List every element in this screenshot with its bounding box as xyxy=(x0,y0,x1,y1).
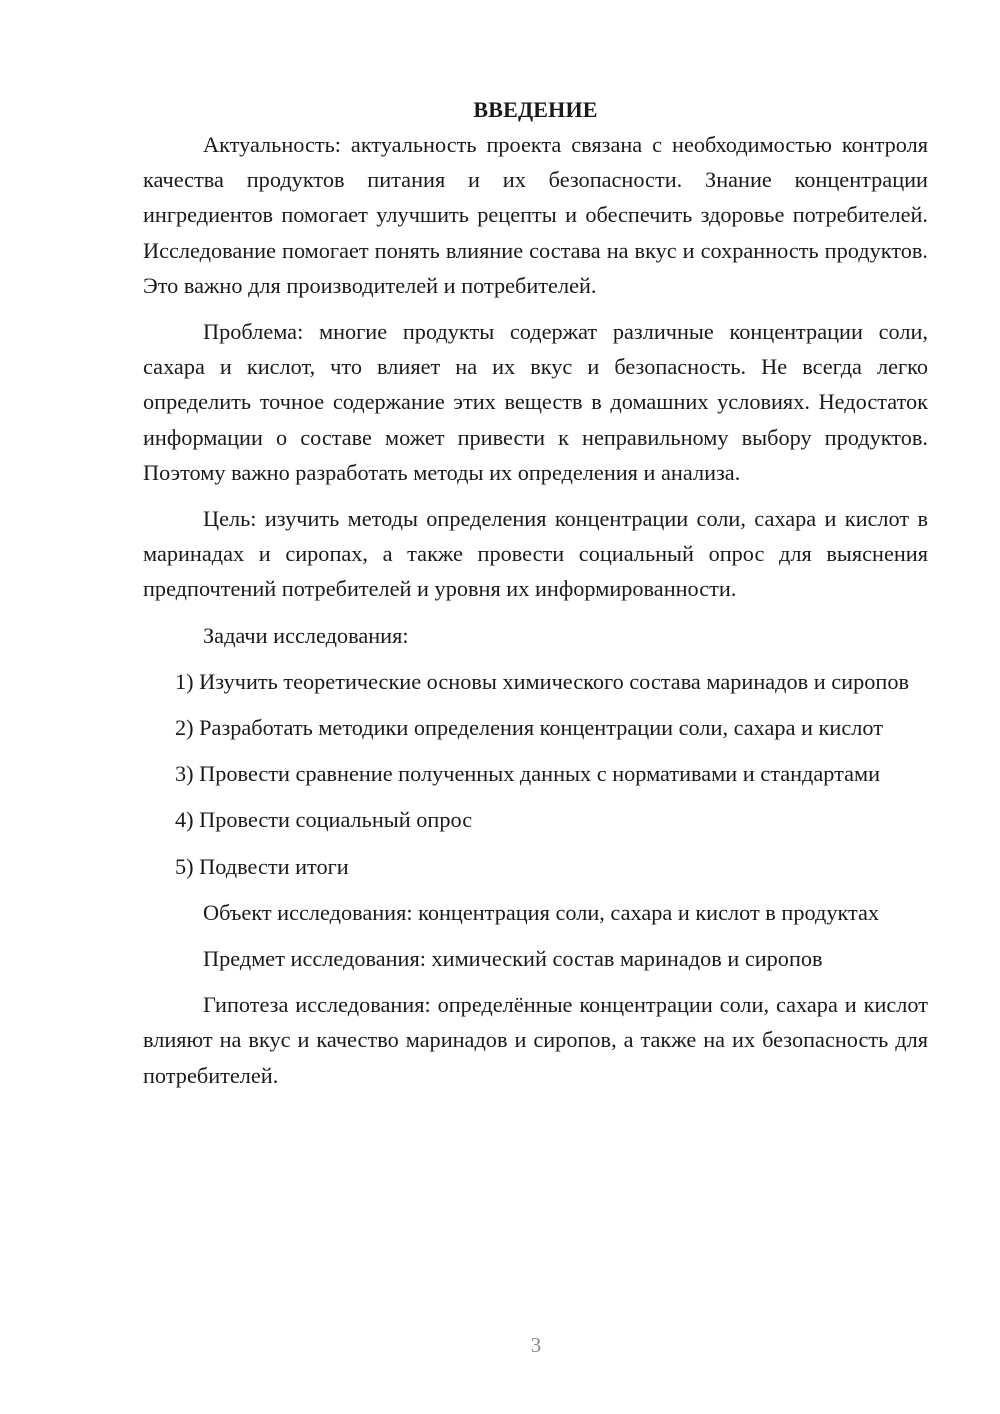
page-number: 3 xyxy=(530,1333,542,1357)
task-item-5: 5) Подвести итоги xyxy=(175,853,349,879)
paragraph-subject: Предмет исследования: химический состав маринадов и сиропов xyxy=(203,946,823,972)
paragraph-problem: Проблема: многие продукты содержат различные концентрации соли, сахара и кислот, что влияет на их вкус и безопасность. Не всегда легко определить точное содержание этих веществ в домашних условиях. Недостаток информации о составе может привести к неправильному выбору продуктов. Поэтому важно разработать методы их определения и анализа. xyxy=(143,319,928,485)
task-item-4: 4) Провести социальный опрос xyxy=(175,807,473,833)
paragraph-goal: Цель: изучить методы определения концентрации соли, сахара и кислот в маринадах и сиропах, а также провести социальный опрос для выяснения предпочтений потребителей и уровня их информированности. xyxy=(143,506,928,602)
paragraph-tasks-title: Задачи исследования: xyxy=(203,622,409,648)
paragraph-hypothesis: Гипотеза исследования: определённые концентрации соли, сахара и кислот влияют на вкус и качество маринадов и сиропов, а также на их безопасность для потребителей. xyxy=(143,992,928,1088)
task-item-1: 1) Изучить теоретические основы химического состава маринадов и сиропов xyxy=(175,668,910,694)
task-item-3: 3) Провести сравнение полученных данных с нормативами и стандартами xyxy=(175,761,881,787)
document-page xyxy=(143,92,928,1104)
task-item-2: 2) Разработать методики определения концентрации соли, сахара и кислот xyxy=(175,715,883,741)
paragraph-relevance: Актуальность: актуальность проекта связана с необходимостью контроля качества продуктов питания и их безопасности. Знание концентрации ингредиентов помогает улучшить рецепты и обеспечить здоровье потребителей. Исследование помогает понять влияние состава на вкус и сохранность продуктов. Это важно для производителей и потребителей. xyxy=(143,132,928,298)
section-heading: ВВЕДЕНИЕ xyxy=(473,97,598,122)
paragraph-object: Объект исследования: концентрация соли, сахара и кислот в продуктах xyxy=(203,899,880,925)
